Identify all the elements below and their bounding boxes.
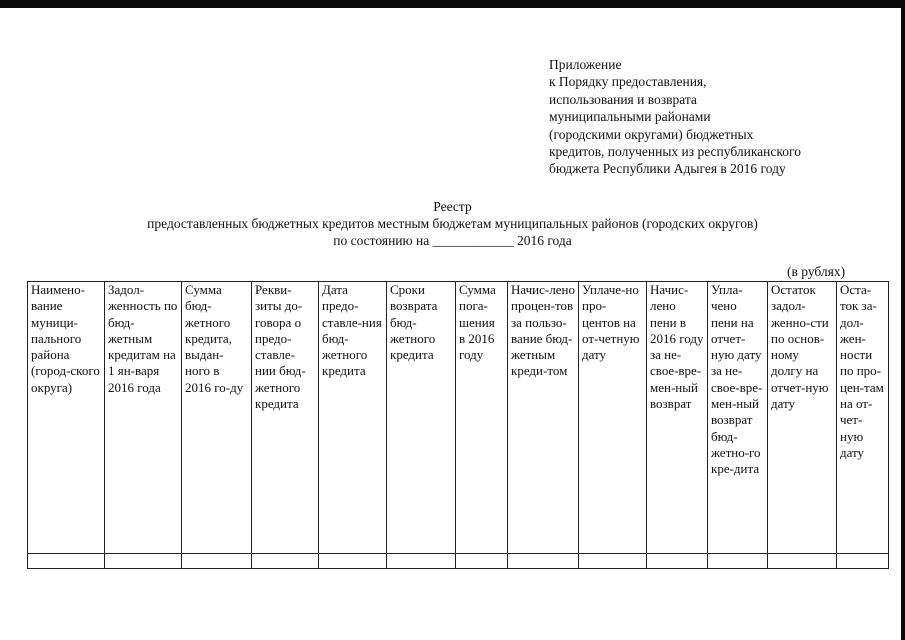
title-date: по состоянию на ____________ 2016 года — [333, 233, 572, 248]
column-header — [579, 282, 647, 554]
currency-units-note: (в рублях) — [787, 264, 846, 279]
column-header-text: Дата предо-ставле-ния бюд-жетного кредита — [322, 282, 382, 379]
appendix-line: кредитов, полученных из республиканского — [549, 144, 801, 160]
column-header — [647, 282, 708, 554]
column-header — [105, 282, 182, 554]
document-title — [0, 198, 905, 249]
appendix-line: использования и возврата — [549, 91, 697, 107]
table-cell — [456, 554, 508, 569]
column-header-text: Остаток задол-женно-сти по основ-ному долгу на отчет-ную дату — [771, 282, 829, 412]
appendix-line: муниципальными районами — [549, 109, 711, 125]
page-top-border — [0, 0, 905, 8]
table-cell — [708, 554, 768, 569]
column-header-text: Наимено-вание муници-пального района (город-ского округа) — [31, 282, 100, 395]
registry-table — [27, 281, 889, 569]
column-header — [508, 282, 579, 554]
appendix-line: (городскими округами) бюджетных — [549, 126, 754, 142]
column-header-text: Сроки возврата бюд-жетного кредита — [390, 282, 438, 363]
title-heading: Реестр — [433, 199, 472, 214]
table-cell — [579, 554, 647, 569]
table-header-row — [28, 282, 889, 554]
title-subject: предоставленных бюджетных кредитов местным бюджетам муниципальных районов (городских округов) — [147, 216, 758, 231]
column-header — [768, 282, 837, 554]
column-header — [182, 282, 252, 554]
appendix-line: Приложение — [549, 57, 622, 72]
table-cell — [837, 554, 889, 569]
table-cell — [28, 554, 105, 569]
column-header-text: Задол-женность по бюд-жетным кредитам на 1 ян-варя 2016 года — [108, 282, 178, 395]
table-cell — [387, 554, 456, 569]
table-cell — [319, 554, 387, 569]
column-header — [708, 282, 768, 554]
column-header — [456, 282, 508, 554]
column-header-text: Начис-лено процен-тов за пользо-вание бюд-жетным креди-том — [511, 282, 575, 379]
page-right-border — [901, 0, 905, 640]
column-header-text: Уплаче-но про-центов на от-четную дату — [582, 282, 640, 363]
appendix-note — [549, 56, 849, 178]
column-header-text: Рекви-зиты до-говора о предо-ставле-нии бюд-жетного кредита — [255, 282, 306, 412]
column-header — [837, 282, 889, 554]
table-cell — [508, 554, 579, 569]
column-header-text: Сумма пога-шения в 2016 году — [459, 282, 496, 363]
column-header — [387, 282, 456, 554]
column-header — [319, 282, 387, 554]
column-header-text: Оста-ток за-дол-жен-ности по про-цен-там на от-чет-ную дату — [840, 282, 884, 460]
table-cell — [182, 554, 252, 569]
column-header — [252, 282, 319, 554]
table-cell — [252, 554, 319, 569]
column-header — [28, 282, 105, 554]
column-header-text: Упла-чено пени на отчет-ную дату за не-свое-вре-мен-ный возврат бюд-жетно-го кре-дита — [711, 282, 763, 477]
column-header-text: Начис-лено пени в 2016 году за не-своe-вре-мен-ный возврат — [650, 282, 704, 412]
column-header-text: Сумма бюд-жетного кредита, выдан-ного в 2016 го-ду — [185, 282, 244, 395]
table-cell — [768, 554, 837, 569]
table-cell — [647, 554, 708, 569]
table-cell — [105, 554, 182, 569]
table-row — [28, 554, 889, 569]
appendix-line: бюджета Республики Адыгея в 2016 году — [549, 161, 786, 177]
appendix-line: к Порядку предоставления, — [549, 74, 707, 90]
